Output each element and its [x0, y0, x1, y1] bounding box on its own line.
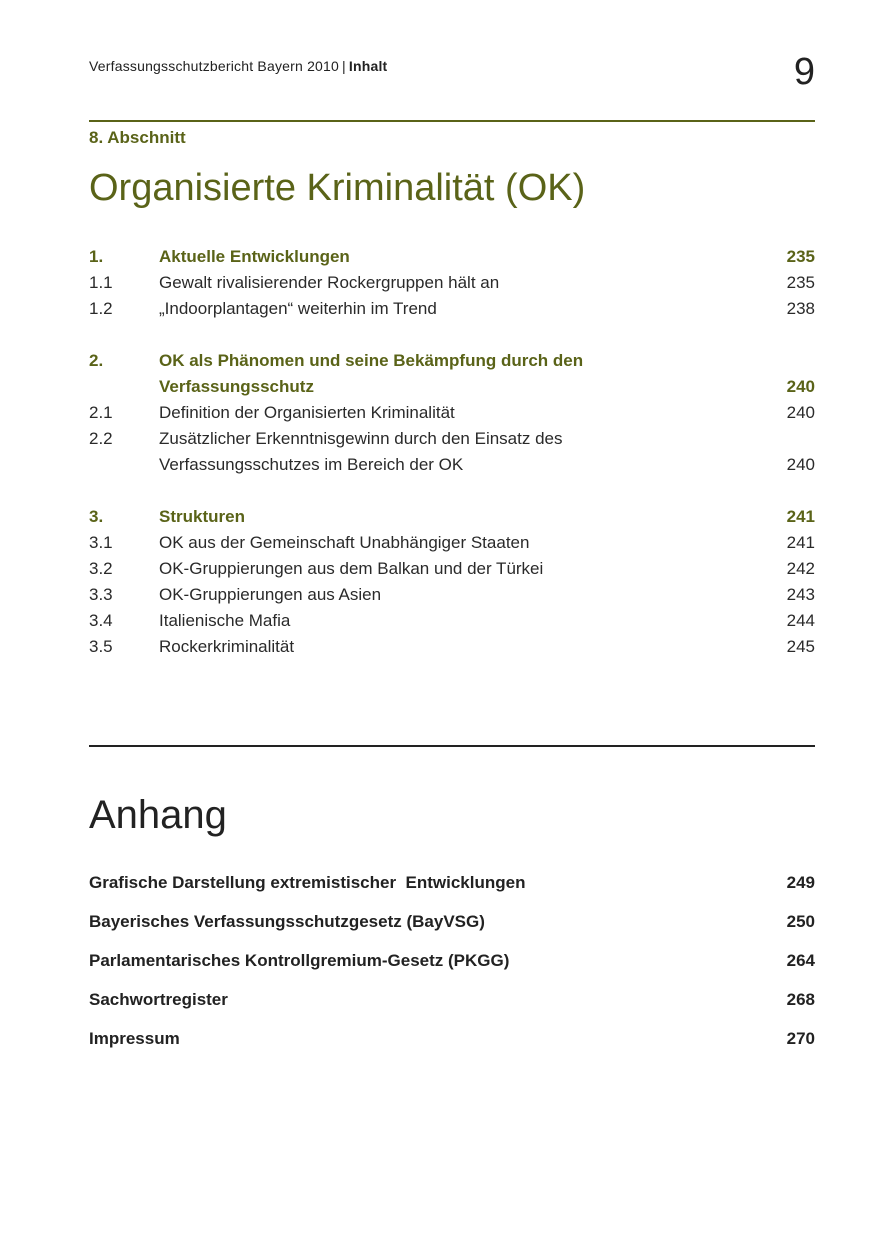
toc-entry-1-1[interactable] — [89, 270, 815, 296]
appendix-page: 268 — [786, 990, 815, 1009]
appendix-label: Bayerisches Verfassungsschutzgesetz (BayVSG) — [89, 912, 485, 931]
appendix-page: 270 — [786, 1029, 815, 1048]
toc-number: 1.2 — [89, 299, 113, 318]
toc-entry-3-3[interactable] — [89, 582, 815, 608]
toc-page: 243 — [786, 585, 815, 604]
toc-label: Gewalt rivalisierender Rockergruppen hält an — [159, 273, 500, 292]
toc-label: OK-Gruppierungen aus Asien — [159, 585, 382, 604]
appendix-page: 249 — [786, 873, 815, 892]
toc-label-line: OK als Phänomen und seine Bekämpfung durch den — [159, 351, 584, 370]
toc-entry-3[interactable] — [89, 504, 815, 530]
appendix-label: Grafische Darstellung extremistischer Entwicklungen — [89, 873, 526, 892]
toc-label: OK aus der Gemeinschaft Unabhängiger Staaten — [159, 533, 530, 552]
appendix-title: Anhang — [89, 793, 227, 837]
toc-label: Italienische Mafia — [159, 611, 291, 630]
toc-label: Aktuelle Entwicklungen — [159, 247, 350, 266]
toc-number: 1.1 — [89, 273, 113, 292]
toc-page: 238 — [786, 299, 815, 318]
page-number: 9 — [793, 51, 815, 93]
appendix-entry[interactable] — [89, 909, 815, 948]
appendix-label: Sachwortregister — [89, 990, 228, 1009]
toc-entry-2[interactable] — [89, 348, 815, 400]
toc-page: 240 — [786, 403, 815, 422]
appendix-list — [89, 870, 815, 1065]
table-of-contents — [89, 244, 815, 660]
toc-entry-3-5[interactable] — [89, 634, 815, 660]
toc-label: „Indoorplantagen“ weiterhin im Trend — [159, 299, 437, 318]
toc-page: 245 — [786, 637, 815, 656]
toc-entry-3-1[interactable] — [89, 530, 815, 556]
header-divider — [89, 120, 815, 122]
toc-number: 3.1 — [89, 533, 113, 552]
toc-entry-2-1[interactable] — [89, 400, 815, 426]
toc-page: 241 — [786, 533, 815, 552]
page-header — [89, 51, 815, 96]
toc-number: 3.5 — [89, 637, 113, 656]
toc-entry-2-2[interactable] — [89, 426, 815, 478]
running-title-separator: | — [342, 58, 346, 74]
appendix-divider — [89, 745, 815, 747]
section-title: Organisierte Kriminalität (OK) — [89, 167, 586, 209]
toc-number: 2.2 — [89, 429, 113, 448]
toc-label-line: Verfassungsschutz — [159, 377, 314, 396]
toc-number: 2.1 — [89, 403, 113, 422]
toc-page: 242 — [786, 559, 815, 578]
toc-page: 241 — [786, 507, 815, 526]
appendix-page: 264 — [786, 951, 815, 970]
toc-page: 235 — [786, 247, 815, 266]
toc-entry-1-2[interactable] — [89, 296, 815, 322]
appendix-page: 250 — [786, 912, 815, 931]
toc-page: 235 — [786, 273, 815, 292]
toc-label — [159, 426, 719, 478]
document-page — [89, 0, 815, 1242]
appendix-entry[interactable] — [89, 987, 815, 1026]
running-title-text: Verfassungsschutzbericht Bayern 2010 — [89, 58, 340, 74]
appendix-entry[interactable] — [89, 870, 815, 909]
toc-number: 1. — [89, 247, 104, 266]
appendix-label: Parlamentarisches Kontrollgremium-Gesetz (PKGG) — [89, 951, 510, 970]
toc-label: Definition der Organisierten Kriminalität — [159, 403, 455, 422]
running-section: Inhalt — [348, 58, 388, 74]
appendix-label: Impressum — [89, 1029, 180, 1048]
toc-page: 244 — [786, 611, 815, 630]
toc-number: 3.2 — [89, 559, 113, 578]
toc-page: 240 — [786, 455, 815, 474]
appendix-entry[interactable] — [89, 1026, 815, 1065]
toc-label: Strukturen — [159, 507, 245, 526]
toc-number: 3.3 — [89, 585, 113, 604]
toc-label — [159, 348, 719, 400]
toc-number: 3.4 — [89, 611, 113, 630]
toc-label: OK-Gruppierungen aus dem Balkan und der Türkei — [159, 559, 544, 578]
appendix-entry[interactable] — [89, 948, 815, 987]
toc-label-line: Zusätzlicher Erkenntnisgewinn durch den Einsatz des — [159, 429, 563, 448]
running-title — [89, 58, 387, 74]
toc-number: 3. — [89, 507, 104, 526]
toc-label: Rockerkriminalität — [159, 637, 295, 656]
toc-label-line: Verfassungsschutzes im Bereich der OK — [159, 455, 464, 474]
toc-number: 2. — [89, 351, 104, 370]
section-kicker: 8. Abschnitt — [89, 128, 186, 147]
toc-entry-3-2[interactable] — [89, 556, 815, 582]
toc-entry-3-4[interactable] — [89, 608, 815, 634]
toc-page: 240 — [786, 377, 815, 396]
toc-entry-1[interactable] — [89, 244, 815, 270]
